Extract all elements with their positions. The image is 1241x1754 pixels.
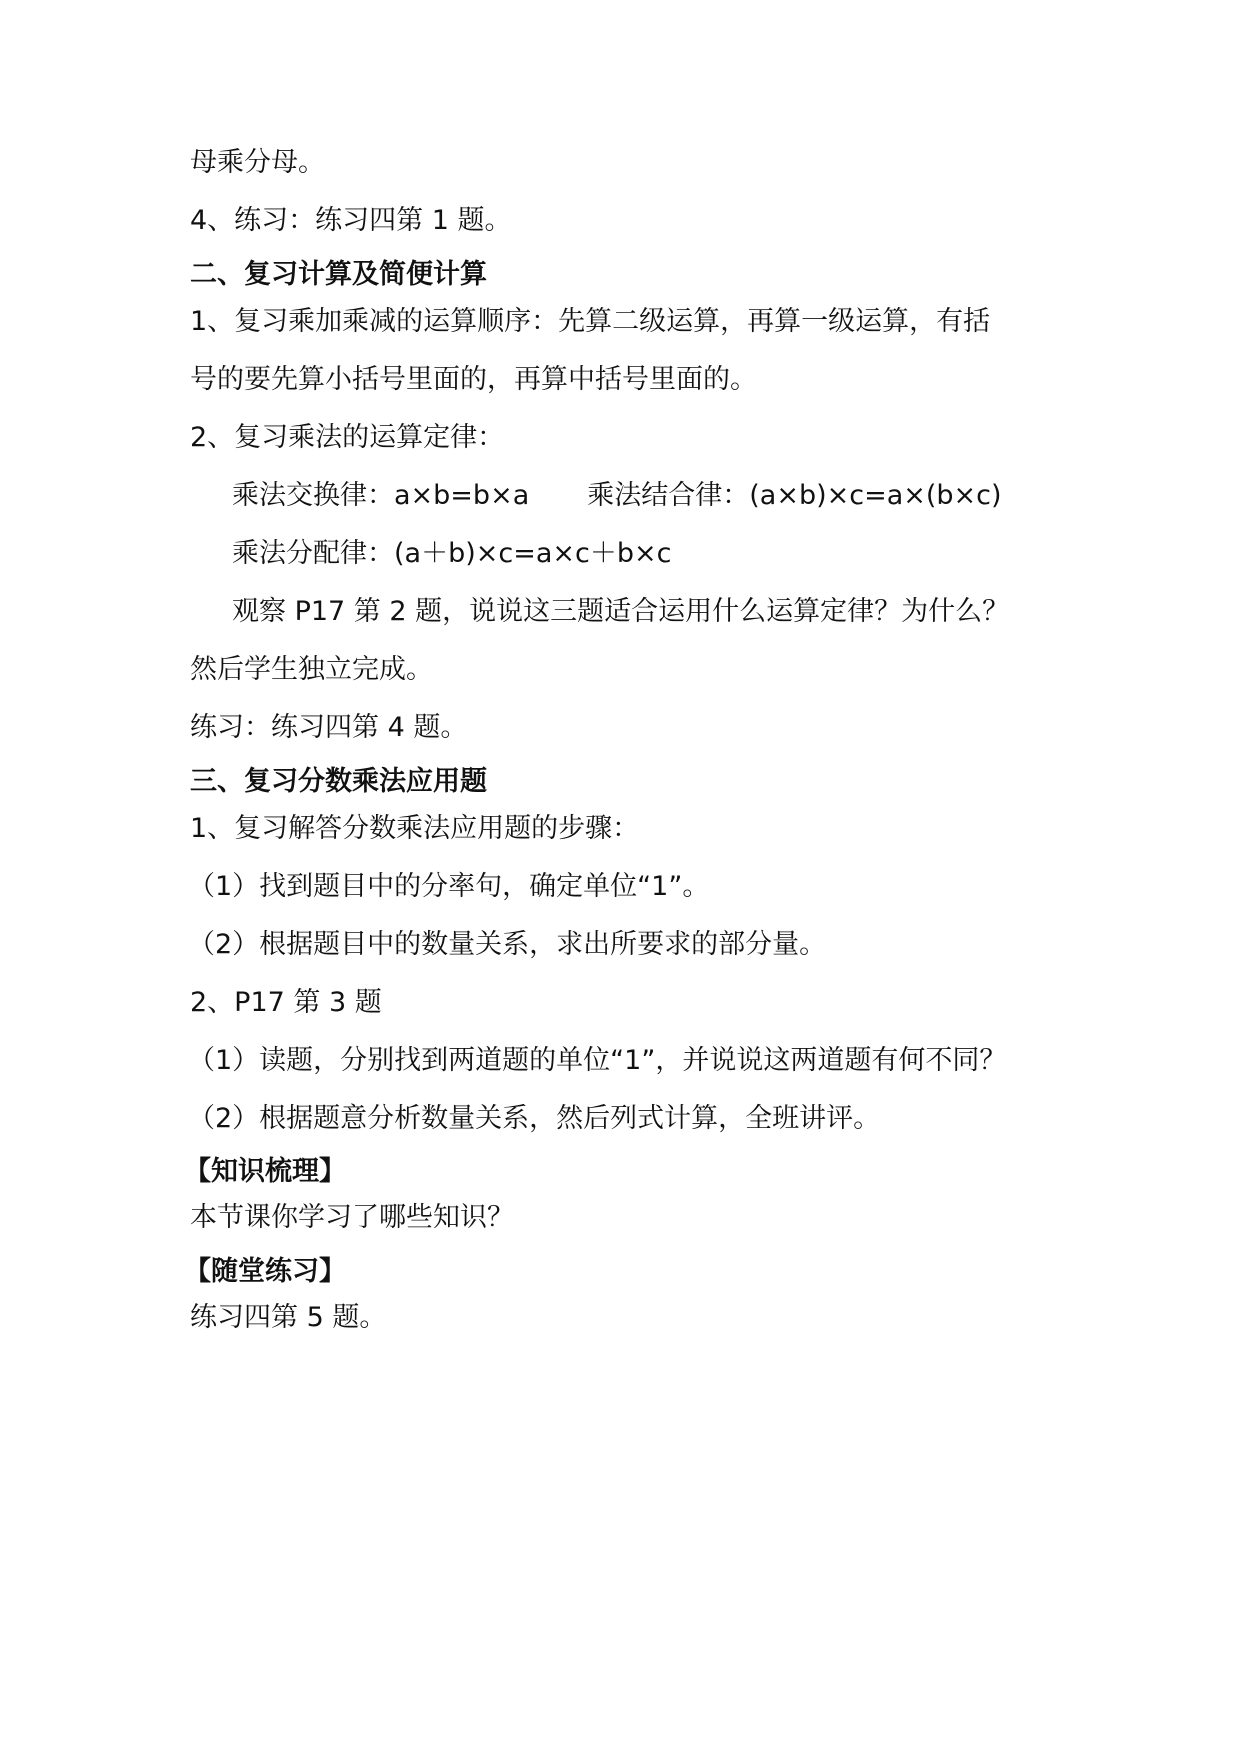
text-line: 2、复习乘法的运算定律： [190,422,505,453]
text-line: 4、练习：练习四第 1 题。 [190,205,512,236]
text-line: 2、P17 第 3 题 [190,987,382,1018]
section-heading-practice: 【随堂练习】 [184,1256,346,1287]
text-line: 练习：练习四第 4 题。 [190,712,468,743]
text-line: 练习四第 5 题。 [190,1302,387,1333]
text-line: 1、复习乘加乘减的运算顺序：先算二级运算，再算一级运算，有括 [190,306,991,337]
commutative-law: 乘法交换律：a×b=b×a [232,480,530,511]
section-heading: 三、复习分数乘法应用题 [190,766,487,797]
text-line: 然后学生独立完成。 [190,654,433,685]
formula-line [232,478,1002,514]
text-line: 号的要先算小括号里面的，再算中括号里面的。 [190,364,757,395]
distributive-law: 乘法分配律：(a＋b)×c=a×c＋b×c [232,538,672,569]
section-heading: 二、复习计算及简便计算 [190,259,487,290]
text-line: （2）根据题意分析数量关系，然后列式计算，全班讲评。 [188,1103,881,1134]
associative-law: 乘法结合律：(a×b)×c=a×(b×c) [587,480,1002,511]
text-line: 母乘分母。 [190,147,325,178]
text-line: 观察 P17 第 2 题，说说这三题适合运用什么运算定律？为什么？ [232,596,1010,627]
text-line: （2）根据题目中的数量关系，求出所要求的部分量。 [188,929,827,960]
text-line: （1）找到题目中的分率句，确定单位“1”。 [188,871,710,902]
text-line: （1）读题，分别找到两道题的单位“1”，并说说这两道题有何不同？ [188,1045,1007,1076]
text-line: 1、复习解答分数乘法应用题的步骤： [190,813,640,844]
text-line: 本节课你学习了哪些知识？ [190,1202,514,1233]
section-heading-knowledge: 【知识梳理】 [184,1156,346,1187]
